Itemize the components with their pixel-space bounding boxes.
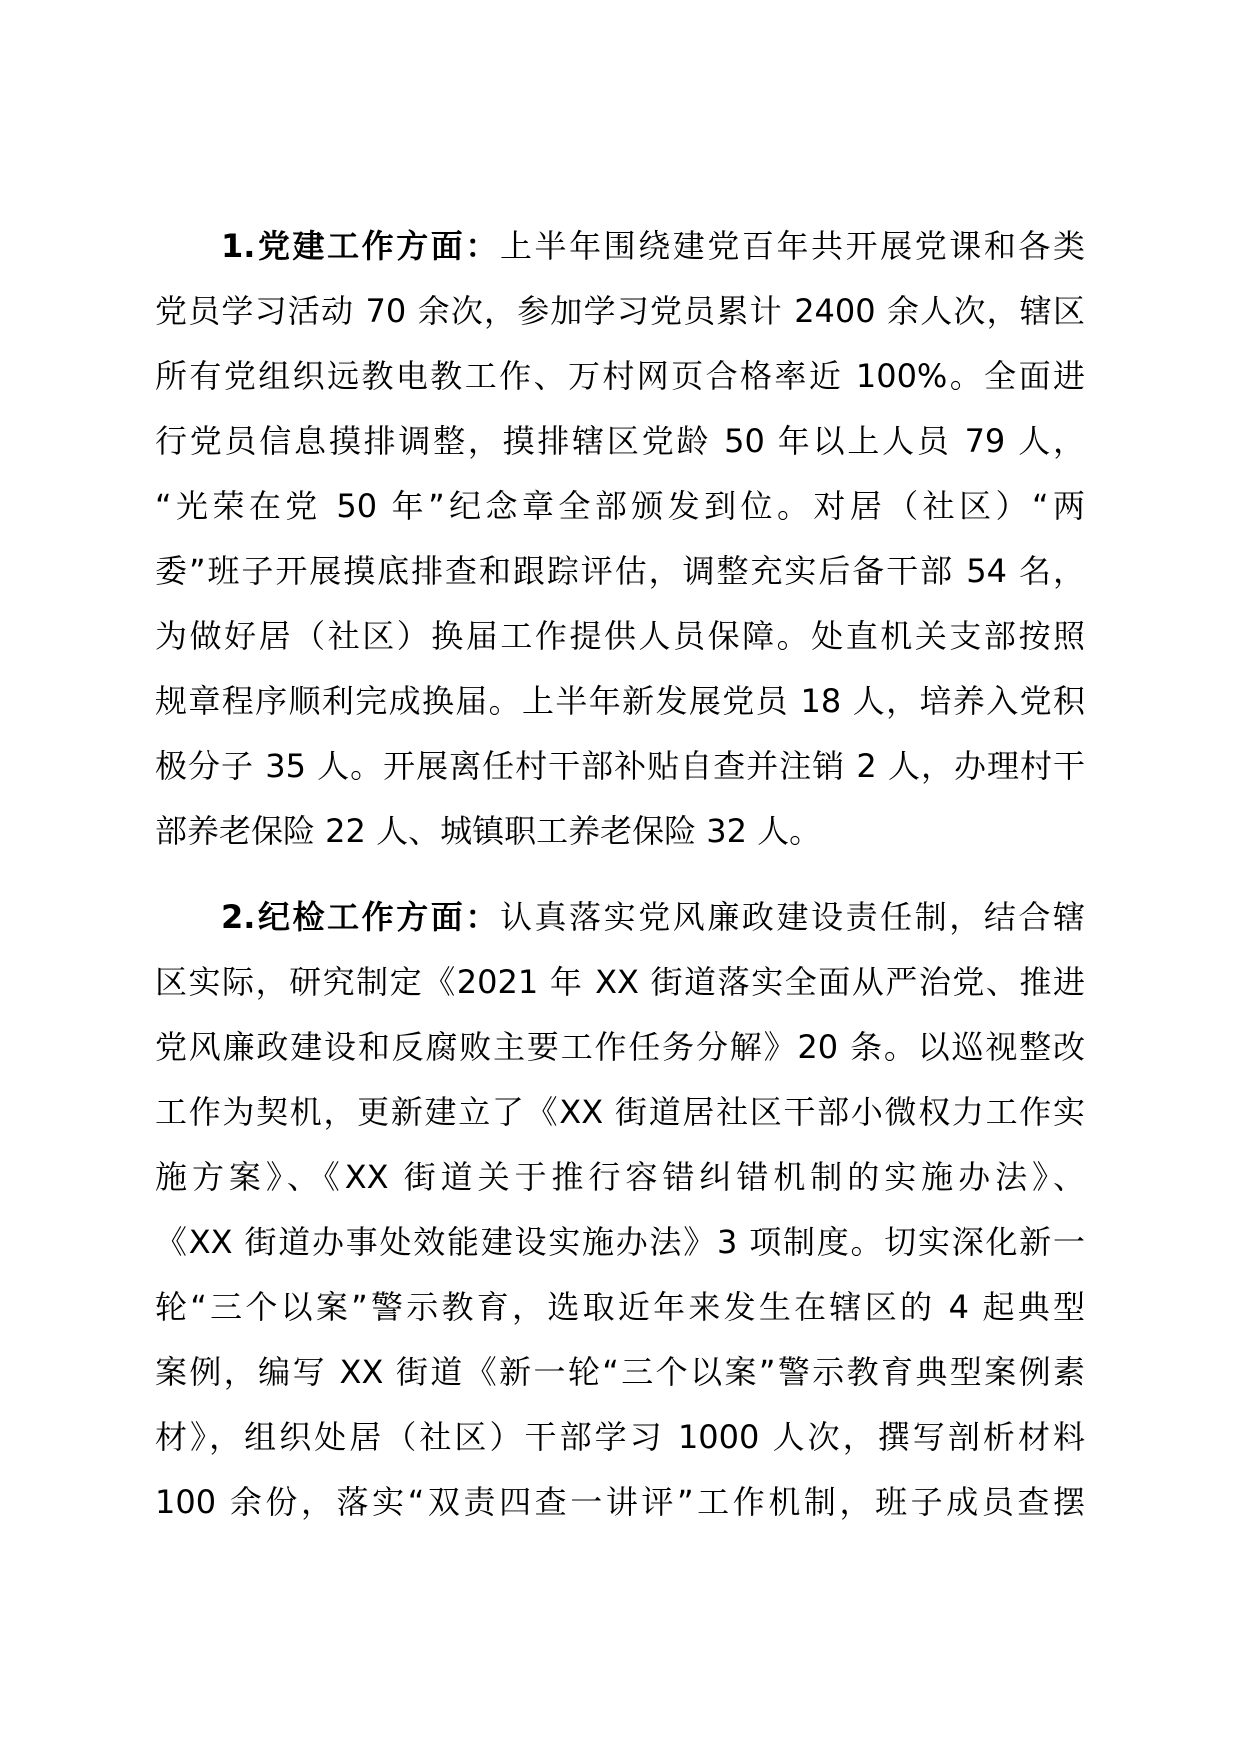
text-line: 委”班子开展摸底排查和跟踪评估，调整充实后备干部 54 名， xyxy=(155,552,1085,590)
text-line: 所有党组织远教电教工作、万村网页合格率近 100%。全面进 xyxy=(155,357,1085,395)
section-heading: 2.纪检工作方面： xyxy=(221,898,500,936)
text-line xyxy=(155,885,1085,950)
text-line: 部养老保险 22 人、城镇职工养老保险 32 人。 xyxy=(155,812,822,850)
text-line: 规章程序顺利完成换届。上半年新发展党员 18 人，培养入党积 xyxy=(155,682,1085,720)
text-line: 轮“三个以案”警示教育，选取近年来发生在辖区的 4 起典型 xyxy=(155,1288,1085,1326)
line-text: 认真落实党风廉政建设责任制，结合辖 xyxy=(499,898,1085,936)
text-line: 工作为契机，更新建立了《XX 街道居社区干部小微权力工作实 xyxy=(155,1093,1085,1131)
text-line: 为做好居（社区）换届工作提供人员保障。处直机关支部按照 xyxy=(155,617,1085,655)
text-line: 案例，编写 XX 街道《新一轮“三个以案”警示教育典型案例素 xyxy=(155,1353,1085,1391)
line-text: 上半年围绕建党百年共开展党课和各类 xyxy=(499,227,1085,265)
text-line: 极分子 35 人。开展离任村干部补贴自查并注销 2 人，办理村干 xyxy=(155,747,1085,785)
text-line: 党员学习活动 70 余次，参加学习党员累计 2400 余人次，辖区 xyxy=(155,292,1085,330)
section-heading: 1.党建工作方面： xyxy=(221,227,500,265)
text-line: “光荣在党 50 年”纪念章全部颁发到位。对居（社区）“两 xyxy=(155,487,1085,525)
text-line xyxy=(155,214,1085,279)
text-line: 《XX 街道办事处效能建设实施办法》3 项制度。切实深化新一 xyxy=(155,1223,1085,1261)
text-line: 材》，组织处居（社区）干部学习 1000 人次，撰写剖析材料 xyxy=(155,1418,1085,1456)
paragraph-discipline-inspection xyxy=(155,885,1085,1535)
text-line: 区实际，研究制定《2021 年 XX 街道落实全面从严治党、推进 xyxy=(155,963,1085,1001)
text-line: 行党员信息摸排调整，摸排辖区党龄 50 年以上人员 79 人， xyxy=(155,422,1085,460)
text-line: 100 余份，落实“双责四查一讲评”工作机制，班子成员查摆 xyxy=(155,1483,1085,1521)
text-line: 施方案》、《XX 街道关于推行容错纠错机制的实施办法》、 xyxy=(155,1158,1085,1196)
text-line: 党风廉政建设和反腐败主要工作任务分解》20 条。以巡视整改 xyxy=(155,1028,1085,1066)
paragraph-party-building xyxy=(155,214,1085,864)
